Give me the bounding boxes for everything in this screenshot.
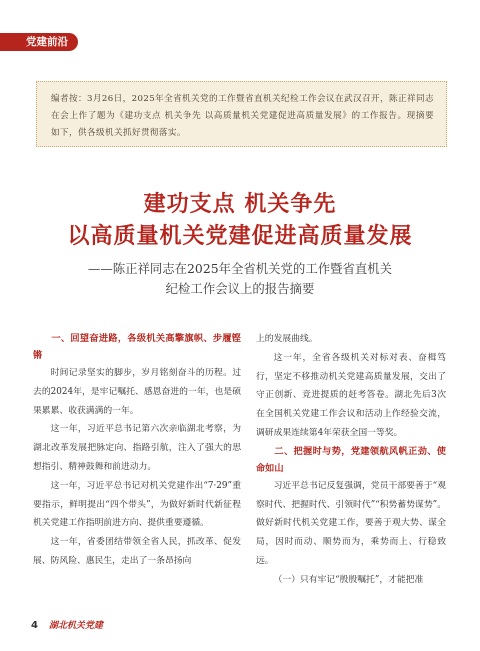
section-heading-1: 一、回望奋进路，各级机关高擎旗帜、步履铿锵 <box>33 333 241 361</box>
editor-note-box: 编者按：3月26日，2025年全省机关党的工作暨省直机关纪检工作会议在武汉召开，陈正祥同志在会上作了题为《建功支点 机关争先 以高质量机关党建促进高质量发展》的工作报告。现摘要如下，供各级机关抓好贯彻落实。 <box>36 81 447 147</box>
right-column <box>256 330 446 590</box>
article-subtitle-line-1: ——陈正祥同志在2025年全省机关党的工作暨省直机关 <box>87 261 393 276</box>
left-column <box>33 330 241 571</box>
article-title-line-2: 以高质量机关党建促进高质量发展 <box>67 223 413 249</box>
article-title-line-1: 建功支点 机关争先 <box>143 191 337 217</box>
paragraph: 这一年，全省各级机关对标对表、奋楫笃行，坚定不移推动机关党建高质量发展，交出了守正创新、竞进提质的赶考答卷。湖北先后3次在全国机关党建工作会议和活动上作经验交流，调研成果连续第4年荣获全国一等奖。 <box>256 352 446 438</box>
paragraph: （一）只有牢记“殷殷嘱托”，才能把准 <box>273 574 424 585</box>
paragraph: 这一年，省委团结带领全省人民，抓改革、促发展、防风险、惠民生，走出了一条昂扬向 <box>33 537 241 566</box>
page-footer <box>31 618 103 631</box>
paragraph: 这一年，习近平总书记第六次亲临湖北考察，为湖北改革发展把脉定向、指路引航，注入了强大的思想指引、精神鼓舞和前进动力。 <box>33 424 241 472</box>
paragraph-continuation: 上的发展曲线。 <box>256 334 318 344</box>
paragraph: 习近平总书记反复强调，党员干部要善于“观察时代、把握时代、引领时代”“积势蓄势谋势”。做好新时代机关党建工作，要善于观大势、谋全局，因时而动、顺势而为，乘势而上、行稳致远。 <box>256 480 446 566</box>
paragraph: 时间记录坚实的脚步，岁月铭刻奋斗的历程。过去的2024年，是牢记嘱托、感恩奋进的一年，也是硕果累累、收获满满的一年。 <box>33 368 241 416</box>
page-number: 4 <box>31 620 38 631</box>
section-heading-2: 二、把握时与势，党建领航风帆正劲、使命如山 <box>256 445 446 474</box>
paragraph: 这一年，习近平总书记对机关党建作出“7·29”重要指示，鲜明提出“四个带头”，为做好新时代新征程机关党建工作指明前进方向、提供重要遵循。 <box>33 480 241 529</box>
column-label-badge: 党建前沿 <box>0 33 78 51</box>
magazine-name: 湖北机关党建 <box>48 621 103 631</box>
article-subtitle-line-2: 纪检工作会议上的报告摘要 <box>165 281 315 296</box>
